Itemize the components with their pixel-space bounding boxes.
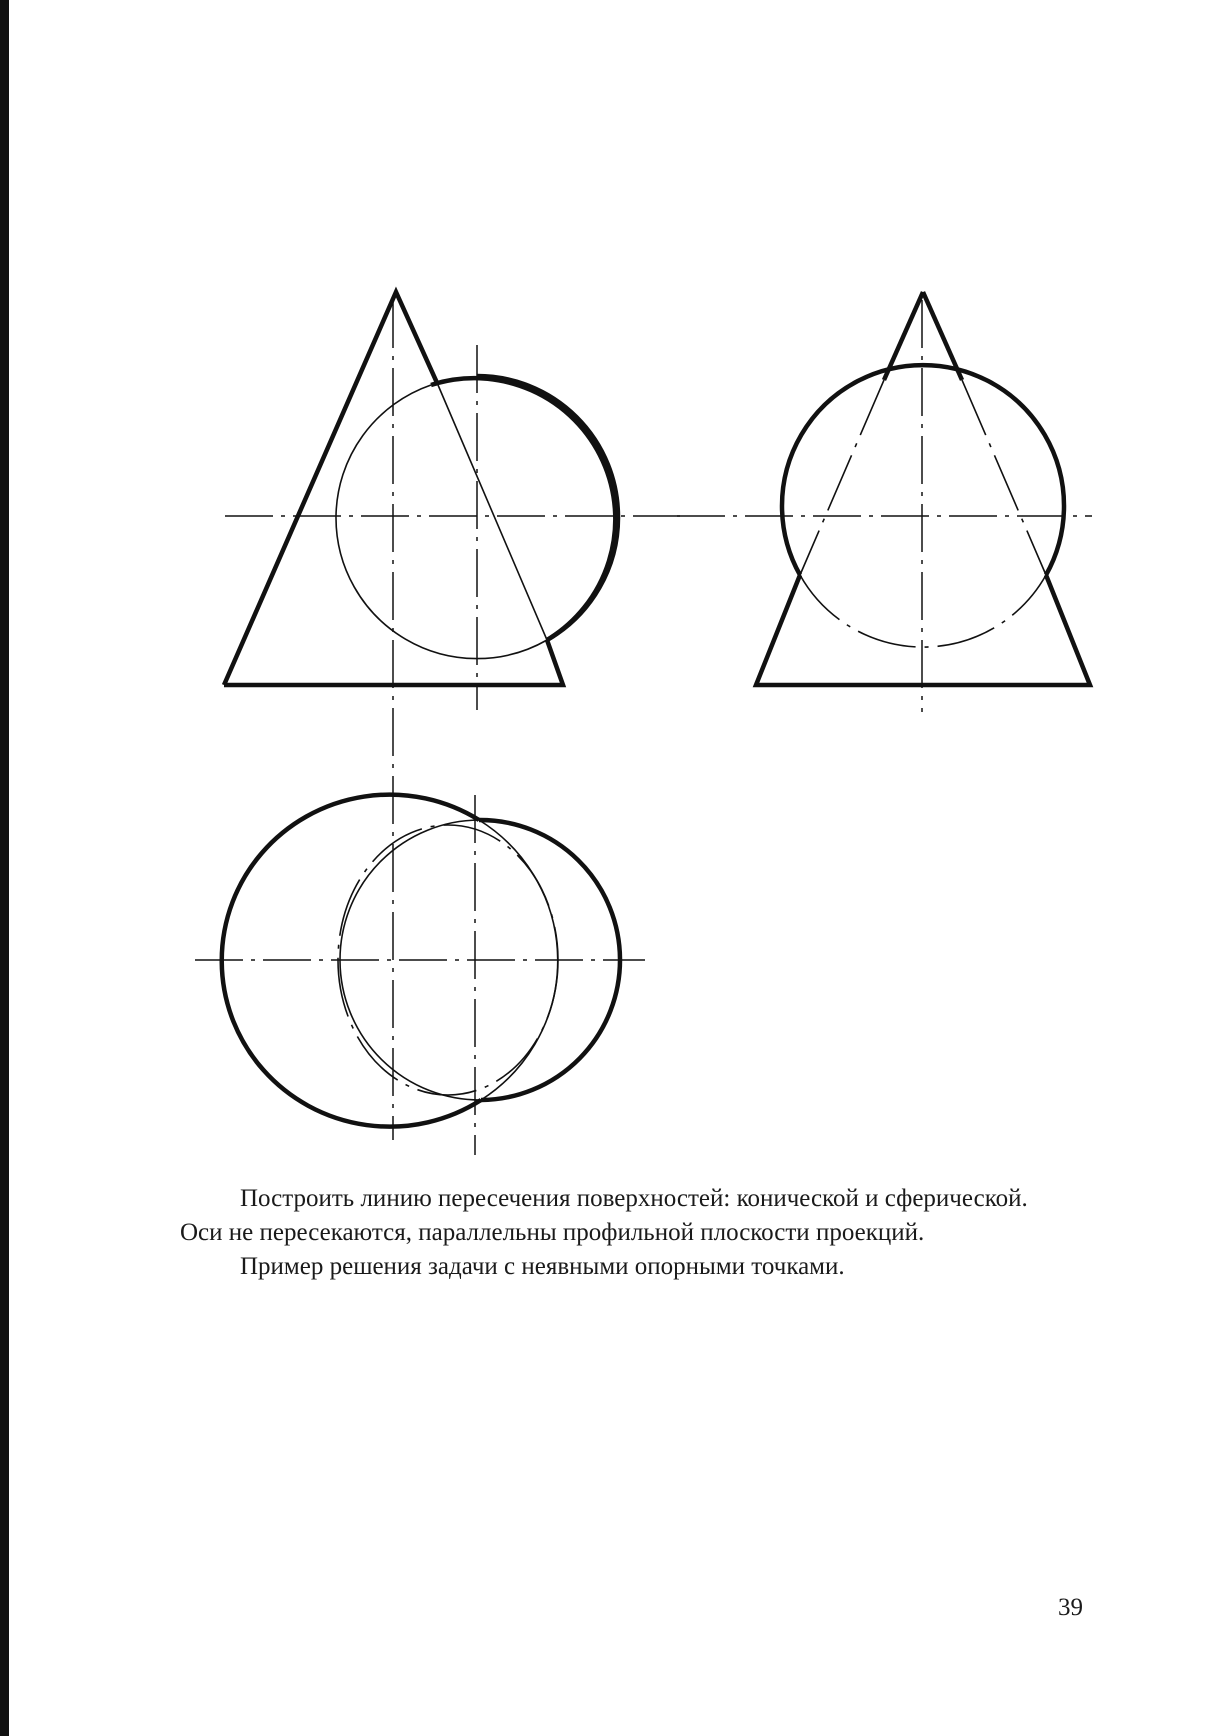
sphere-contour-front-hidden [336,385,547,659]
sphere-contour-profile [782,365,1064,575]
page-number: 39 [1058,1594,1083,1621]
cone-outline-profile [756,575,1090,685]
top-view [195,795,645,1155]
cone-right-generatrix-inner [438,385,547,640]
profile-view [677,292,1092,712]
caption-line-1: Построить линию пересечения поверхностей: конической и сферической. [240,1185,1028,1212]
cone-right-generatrix-profile-hidden [962,380,1046,575]
caption-line-3: Пример решения задачи с неявными опорными точками. [240,1253,845,1280]
sphere-contour-front [431,378,615,640]
sphere-contour-front-right [477,376,618,640]
problem-statement [150,1182,1150,1284]
cone-left-generatrix-profile-hidden [800,380,884,575]
sphere-contour-profile-hidden [800,575,1046,647]
cone-outline-front [224,292,438,685]
caption-line-2: Оси не пересекаются, параллельны профильной плоскости проекций. [180,1219,925,1246]
